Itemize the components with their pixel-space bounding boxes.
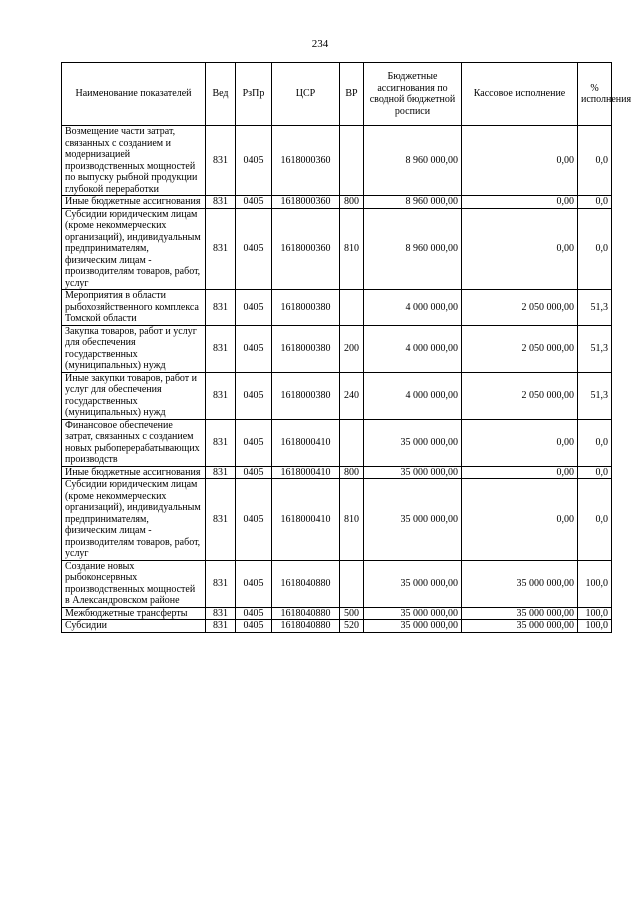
- cell-ved: 831: [206, 560, 236, 607]
- header-cash: Кассовое исполнение: [462, 63, 578, 126]
- cell-ved: 831: [206, 419, 236, 466]
- cell-csr: 1618000380: [272, 325, 340, 372]
- cell-name: Возмещение части затрат, связанных с созданием и модернизацией производственных мощностей по выпуску рыбной продукции глубокой переработки: [62, 126, 206, 196]
- table-row: [62, 126, 612, 196]
- cell-pct: 100,0: [578, 620, 612, 633]
- cell-name: Иные бюджетные ассигнования: [62, 466, 206, 479]
- cell-cash: 35 000 000,00: [462, 560, 578, 607]
- table-row: [62, 479, 612, 561]
- cell-name: Субсидии юридическим лицам (кроме некоммерческих организаций), индивидуальным предпринимателям, физическим лицам - производителям товаров, работ, услуг: [62, 208, 206, 290]
- cell-rzpr: 0405: [236, 419, 272, 466]
- cell-pct: 0,0: [578, 466, 612, 479]
- cell-ved: 831: [206, 620, 236, 633]
- cell-ved: 831: [206, 372, 236, 419]
- cell-cash: 0,00: [462, 479, 578, 561]
- cell-budget: 35 000 000,00: [364, 560, 462, 607]
- cell-vr: [340, 560, 364, 607]
- cell-vr: 240: [340, 372, 364, 419]
- cell-vr: [340, 290, 364, 326]
- cell-budget: 35 000 000,00: [364, 620, 462, 633]
- table-row: [62, 290, 612, 326]
- cell-csr: 1618000410: [272, 479, 340, 561]
- header-budget: Бюджетные ассигнования по сводной бюджетной росписи: [364, 63, 462, 126]
- cell-budget: 35 000 000,00: [364, 607, 462, 620]
- cell-pct: 0,0: [578, 479, 612, 561]
- cell-rzpr: 0405: [236, 620, 272, 633]
- cell-vr: 500: [340, 607, 364, 620]
- cell-name: Субсидии: [62, 620, 206, 633]
- budget-table: [61, 62, 632, 633]
- cell-budget: 8 960 000,00: [364, 196, 462, 209]
- cell-pct: 0,0: [578, 196, 612, 209]
- cell-name: Мероприятия в области рыбохозяйственного комплекса Томской области: [62, 290, 206, 326]
- cell-budget: 4 000 000,00: [364, 372, 462, 419]
- cell-vr: 520: [340, 620, 364, 633]
- cell-cash: 0,00: [462, 208, 578, 290]
- cell-name: Субсидии юридическим лицам (кроме некоммерческих организаций), индивидуальным предпринимателям, физическим лицам - производителям товаров, работ, услуг: [62, 479, 206, 561]
- cell-csr: 1618000410: [272, 419, 340, 466]
- cell-csr: 1618040880: [272, 607, 340, 620]
- header-pct: % исполнения: [578, 63, 612, 126]
- cell-pct: 100,0: [578, 607, 612, 620]
- cell-vr: [340, 126, 364, 196]
- cell-vr: [340, 419, 364, 466]
- header-csr: ЦСР: [272, 63, 340, 126]
- table-row: [62, 325, 612, 372]
- cell-ved: 831: [206, 607, 236, 620]
- cell-pct: 100,0: [578, 560, 612, 607]
- cell-ved: 831: [206, 479, 236, 561]
- cell-ved: 831: [206, 126, 236, 196]
- header-row: [62, 63, 612, 126]
- cell-pct: 51,3: [578, 325, 612, 372]
- cell-name: Межбюджетные трансферты: [62, 607, 206, 620]
- table-row: [62, 560, 612, 607]
- cell-rzpr: 0405: [236, 372, 272, 419]
- page-number: 234: [311, 38, 329, 50]
- header-name: Наименование показателей: [62, 63, 206, 126]
- table-row: [62, 620, 612, 633]
- cell-vr: 200: [340, 325, 364, 372]
- cell-budget: 8 960 000,00: [364, 126, 462, 196]
- cell-pct: 0,0: [578, 126, 612, 196]
- cell-name: Закупка товаров, работ и услуг для обеспечения государственных (муниципальных) нужд: [62, 325, 206, 372]
- cell-budget: 35 000 000,00: [364, 466, 462, 479]
- cell-cash: 35 000 000,00: [462, 607, 578, 620]
- cell-budget: 4 000 000,00: [364, 290, 462, 326]
- cell-rzpr: 0405: [236, 196, 272, 209]
- cell-rzpr: 0405: [236, 466, 272, 479]
- cell-cash: 35 000 000,00: [462, 620, 578, 633]
- cell-rzpr: 0405: [236, 208, 272, 290]
- cell-cash: 0,00: [462, 126, 578, 196]
- cell-csr: 1618000380: [272, 290, 340, 326]
- cell-pct: 0,0: [578, 208, 612, 290]
- cell-budget: 35 000 000,00: [364, 479, 462, 561]
- cell-cash: 2 050 000,00: [462, 325, 578, 372]
- cell-vr: 800: [340, 196, 364, 209]
- cell-name: Иные бюджетные ассигнования: [62, 196, 206, 209]
- header-vr: ВР: [340, 63, 364, 126]
- cell-csr: 1618000410: [272, 466, 340, 479]
- cell-ved: 831: [206, 466, 236, 479]
- cell-csr: 1618000360: [272, 196, 340, 209]
- cell-csr: 1618040880: [272, 620, 340, 633]
- cell-csr: 1618040880: [272, 560, 340, 607]
- cell-cash: 2 050 000,00: [462, 290, 578, 326]
- cell-ved: 831: [206, 196, 236, 209]
- cell-budget: 8 960 000,00: [364, 208, 462, 290]
- cell-name: Иные закупки товаров, работ и услуг для обеспечения государственных (муниципальных) нужд: [62, 372, 206, 419]
- table-row: [62, 196, 612, 209]
- cell-csr: 1618000380: [272, 372, 340, 419]
- table-row: [62, 419, 612, 466]
- header-ved: Вед: [206, 63, 236, 126]
- header-rzpr: РзПр: [236, 63, 272, 126]
- cell-budget: 35 000 000,00: [364, 419, 462, 466]
- cell-rzpr: 0405: [236, 607, 272, 620]
- table-row: [62, 208, 612, 290]
- cell-budget: 4 000 000,00: [364, 325, 462, 372]
- cell-ved: 831: [206, 290, 236, 326]
- cell-csr: 1618000360: [272, 126, 340, 196]
- cell-name: Создание новых рыбоконсервных производственных мощностей в Александровском районе: [62, 560, 206, 607]
- cell-ved: 831: [206, 208, 236, 290]
- cell-pct: 0,0: [578, 419, 612, 466]
- table-row: [62, 466, 612, 479]
- cell-rzpr: 0405: [236, 325, 272, 372]
- cell-vr: 810: [340, 208, 364, 290]
- cell-cash: 0,00: [462, 419, 578, 466]
- cell-csr: 1618000360: [272, 208, 340, 290]
- cell-ved: 831: [206, 325, 236, 372]
- cell-name: Финансовое обеспечение затрат, связанных с созданием новых рыбоперерабатывающих производств: [62, 419, 206, 466]
- cell-pct: 51,3: [578, 372, 612, 419]
- cell-vr: 800: [340, 466, 364, 479]
- cell-cash: 0,00: [462, 196, 578, 209]
- cell-vr: 810: [340, 479, 364, 561]
- cell-cash: 2 050 000,00: [462, 372, 578, 419]
- cell-rzpr: 0405: [236, 126, 272, 196]
- cell-rzpr: 0405: [236, 290, 272, 326]
- cell-rzpr: 0405: [236, 560, 272, 607]
- table-row: [62, 372, 612, 419]
- table-row: [62, 607, 612, 620]
- cell-pct: 51,3: [578, 290, 612, 326]
- cell-cash: 0,00: [462, 466, 578, 479]
- cell-rzpr: 0405: [236, 479, 272, 561]
